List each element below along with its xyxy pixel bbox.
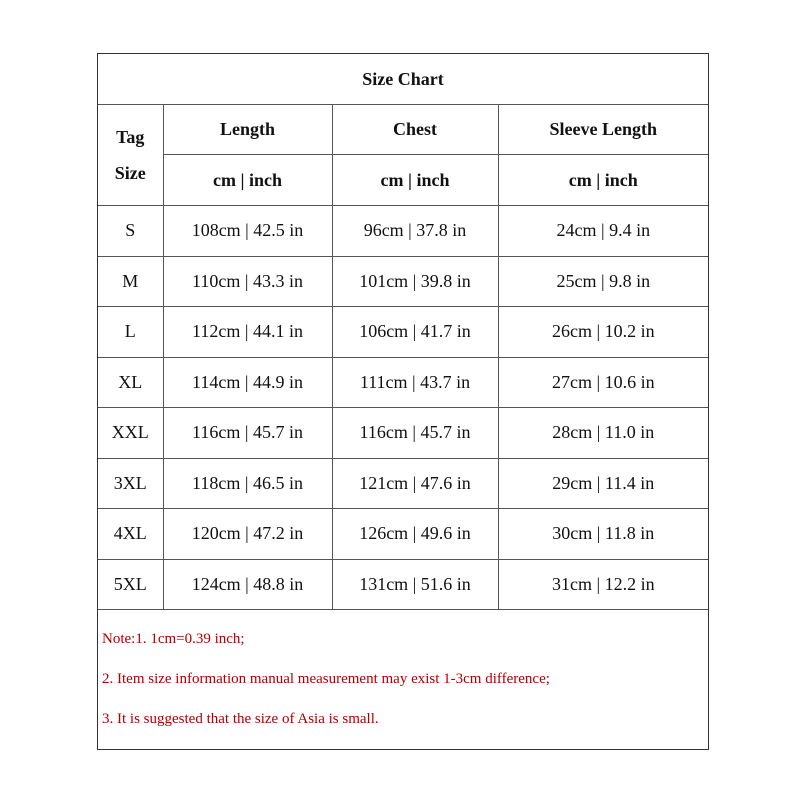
chest-cell: 126cm | 49.6 in [332,509,498,560]
note-2: 2. Item size information manual measurement may exist 1-3cm difference; [102,671,550,687]
chest-cell: 121cm | 47.6 in [332,458,498,509]
length-cell: 108cm | 42.5 in [163,206,332,257]
length-cell: 124cm | 48.8 in [163,559,332,610]
table-row [98,206,708,257]
chest-cell: 131cm | 51.6 in [332,559,498,610]
chest-cell: 101cm | 39.8 in [332,256,498,307]
length-cell: 120cm | 47.2 in [163,509,332,560]
size-chart-frame [97,53,709,750]
size-cell: 4XL [98,509,163,560]
length-header: Length [163,105,332,155]
sleeve-length-cell: 26cm | 10.2 in [498,307,708,358]
table-row [98,458,708,509]
note-3: 3. It is suggested that the size of Asia is small. [102,711,379,727]
length-cell: 110cm | 43.3 in [163,256,332,307]
table-row [98,307,708,358]
length-cell: 116cm | 45.7 in [163,408,332,459]
sleeve-length-cell: 28cm | 11.0 in [498,408,708,459]
chest-cell: 111cm | 43.7 in [332,357,498,408]
tag-size-header [98,105,163,206]
size-cell: 3XL [98,458,163,509]
tag-header-line1: Tag [116,127,145,147]
note-1: Note:1. 1cm=0.39 inch; [102,631,245,647]
size-cell: M [98,256,163,307]
chest-cell: 106cm | 41.7 in [332,307,498,358]
sleeve-length-cell: 27cm | 10.6 in [498,357,708,408]
table-row [98,509,708,560]
table-row [98,357,708,408]
size-cell: 5XL [98,559,163,610]
sleeve-unit-header: cm | inch [498,155,708,206]
chest-cell: 116cm | 45.7 in [332,408,498,459]
sleeve-length-cell: 24cm | 9.4 in [498,206,708,257]
size-cell: XXL [98,408,163,459]
sleeve-length-cell: 31cm | 12.2 in [498,559,708,610]
size-cell: S [98,206,163,257]
sleeve-length-header: Sleeve Length [498,105,708,155]
size-chart-table [98,54,708,610]
chart-title: Size Chart [98,54,708,105]
sleeve-length-cell: 25cm | 9.8 in [498,256,708,307]
sleeve-length-cell: 29cm | 11.4 in [498,458,708,509]
chest-unit-header: cm | inch [332,155,498,206]
length-cell: 118cm | 46.5 in [163,458,332,509]
tag-header-line2: Size [114,163,146,183]
size-cell: XL [98,357,163,408]
length-cell: 114cm | 44.9 in [163,357,332,408]
sleeve-length-cell: 30cm | 11.8 in [498,509,708,560]
length-cell: 112cm | 44.1 in [163,307,332,358]
size-cell: L [98,307,163,358]
length-unit-header: cm | inch [163,155,332,206]
chest-header: Chest [332,105,498,155]
chest-cell: 96cm | 37.8 in [332,206,498,257]
table-row [98,408,708,459]
table-row [98,559,708,610]
table-row [98,256,708,307]
